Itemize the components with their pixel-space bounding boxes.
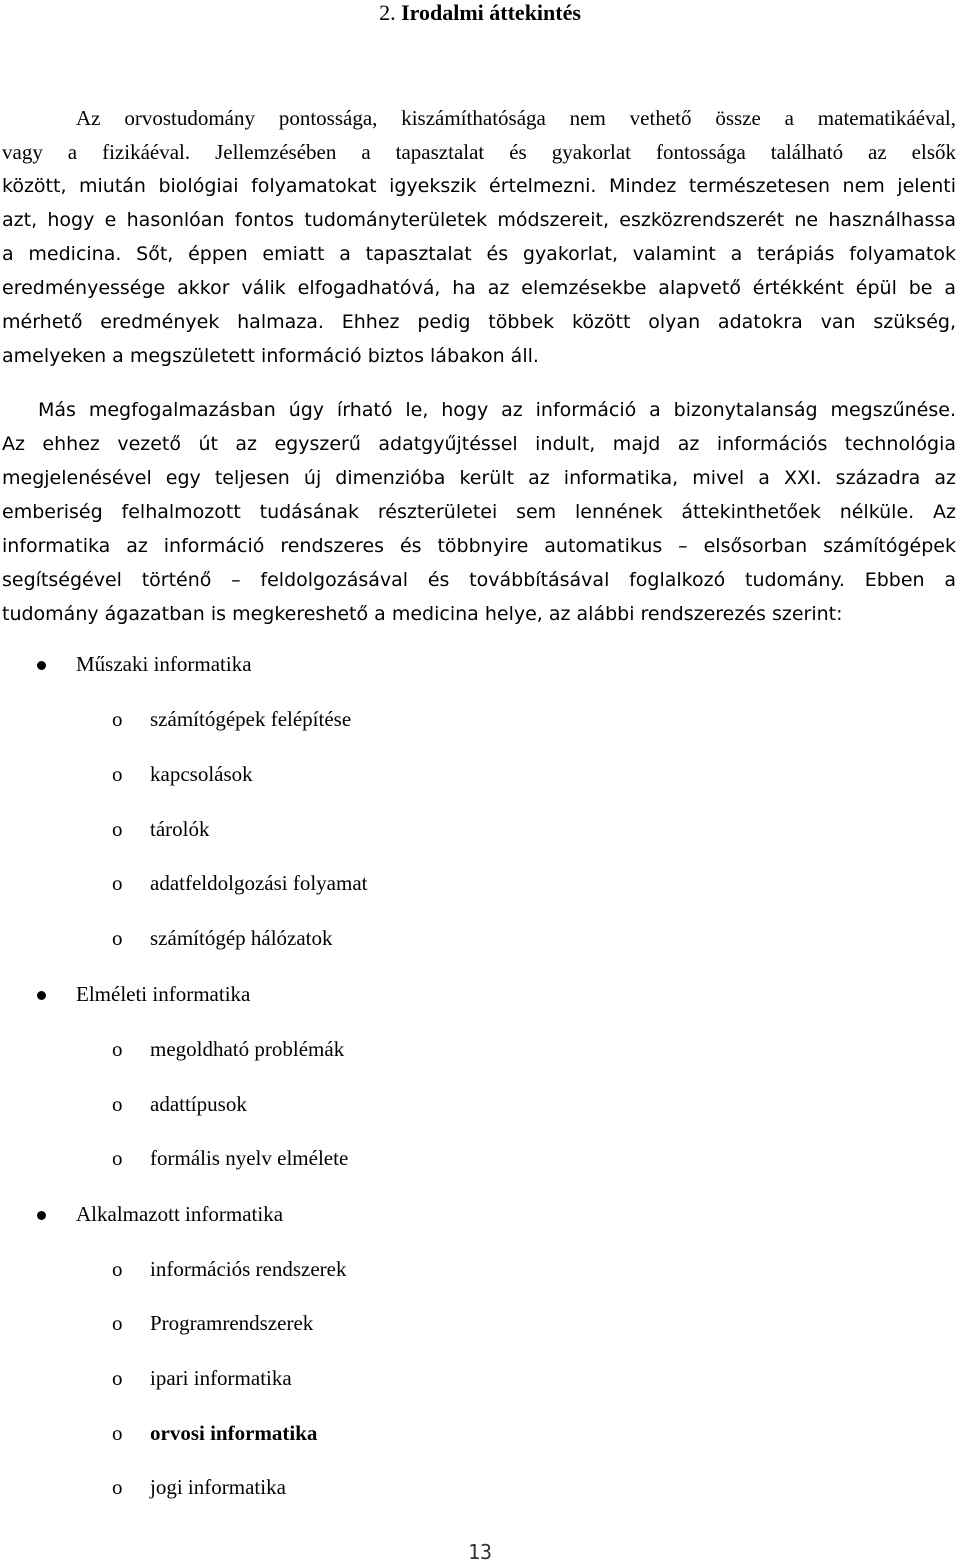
paragraph-1 xyxy=(2,101,956,373)
list-item: adatfeldolgozási folyamat xyxy=(150,871,368,895)
list-item: jogi informatika xyxy=(150,1475,286,1499)
list-item: kapcsolások xyxy=(150,762,253,786)
sub-bullet-icon: o xyxy=(112,1311,123,1335)
sub-bullet-icon: o xyxy=(112,1257,123,1281)
sub-bullet-icon: o xyxy=(112,762,123,786)
sub-bullet-icon: o xyxy=(112,871,123,895)
sub-bullet-icon: o xyxy=(112,1037,123,1061)
paragraph-line: Más megfogalmazásban úgy írható le, hogy az információ a bizonytalanság megszűnése. xyxy=(38,399,956,421)
paragraph-line: a medicina. Sőt, éppen emiatt a tapasztalat és gyakorlat, valamint a terápiás folyamatok xyxy=(2,243,956,265)
sub-bullet-icon: o xyxy=(112,1146,123,1170)
paragraph-line: tudomány ágazatban is megkereshető a medicina helye, az alábbi rendszerezés szerint: xyxy=(2,603,843,625)
paragraph-line: mérhető eredmények halmaza. Ehhez pedig többek között olyan adatokra van szükség, xyxy=(2,311,956,333)
paragraph-line: vagy a fizikáéval. Jellemzésében a tapasztalat és gyakorlat fontossága található az elsők xyxy=(2,140,956,164)
sub-bullet-icon: o xyxy=(112,817,123,841)
list-item: Programrendszerek xyxy=(150,1311,314,1335)
list-item: számítógép hálózatok xyxy=(150,926,333,950)
list-item: ipari informatika xyxy=(150,1366,292,1390)
paragraph-line: eredményessége akkor válik elfogadhatóvá, ha az elemzésekbe alapvető értékként épül be a xyxy=(2,277,956,299)
list-item: megoldható problémák xyxy=(150,1037,345,1061)
section-number: 2. xyxy=(379,0,396,25)
list-item-category: Alkalmazott informatika xyxy=(76,1202,284,1226)
paragraph-line: amelyeken a megszületett információ biztos lábakon áll. xyxy=(2,345,539,367)
page-number: 13 xyxy=(467,1540,493,1564)
section-title: Irodalmi áttekintés xyxy=(401,0,581,25)
sub-bullet-icon: o xyxy=(112,1475,123,1499)
paragraph-line: segítségével történő – feldolgozásával és továbbításával foglalkozó tudomány. Ebben a xyxy=(2,569,956,591)
paragraph-line: Az orvostudomány pontossága, kiszámíthatósága nem vethető össze a matematikáéval, xyxy=(76,106,956,130)
paragraph-line: azt, hogy e hasonlóan fontos tudományterületek módszereit, eszközrendszerét ne használhassa xyxy=(2,209,956,231)
paragraph-line: informatika az információ rendszeres és többnyire automatikus – elsősorban számítógépek xyxy=(2,535,956,557)
sub-bullet-icon: o xyxy=(112,1421,123,1445)
list-item-category: Műszaki informatika xyxy=(76,652,252,676)
paragraph-2 xyxy=(2,393,956,631)
sub-bullet-icon: o xyxy=(112,1366,123,1390)
sub-bullet-icon: o xyxy=(112,926,123,950)
paragraph-line: emberiség felhalmozott tudásának részterületei sem lennének áttekinthetőek nélküle. Az xyxy=(2,501,956,523)
sub-bullet-icon: o xyxy=(112,707,123,731)
section-heading xyxy=(0,0,960,26)
list-item: adattípusok xyxy=(150,1092,247,1116)
list-item-category: Elméleti informatika xyxy=(76,982,251,1006)
bullet-icon xyxy=(37,1211,46,1220)
list-item: formális nyelv elmélete xyxy=(150,1146,349,1170)
paragraph-line: között, miután biológiai folyamatokat igyekszik értelmezni. Mindez természetesen nem jelenti xyxy=(2,175,956,197)
paragraph-line: megjelenésével egy teljesen új dimenzióba került az informatika, mivel a XXI. századra az xyxy=(2,467,956,489)
sub-bullet-icon: o xyxy=(112,1092,123,1116)
bullet-icon xyxy=(37,991,46,1000)
bullet-icon xyxy=(37,661,46,670)
paragraph-line: Az ehhez vezető út az egyszerű adatgyűjtéssel indult, majd az információs technológia xyxy=(2,433,956,455)
list-item: információs rendszerek xyxy=(150,1257,347,1281)
list-item: számítógépek felépítése xyxy=(150,707,352,731)
list-item: tárolók xyxy=(150,817,210,841)
list-item-highlighted: orvosi informatika xyxy=(150,1421,318,1445)
